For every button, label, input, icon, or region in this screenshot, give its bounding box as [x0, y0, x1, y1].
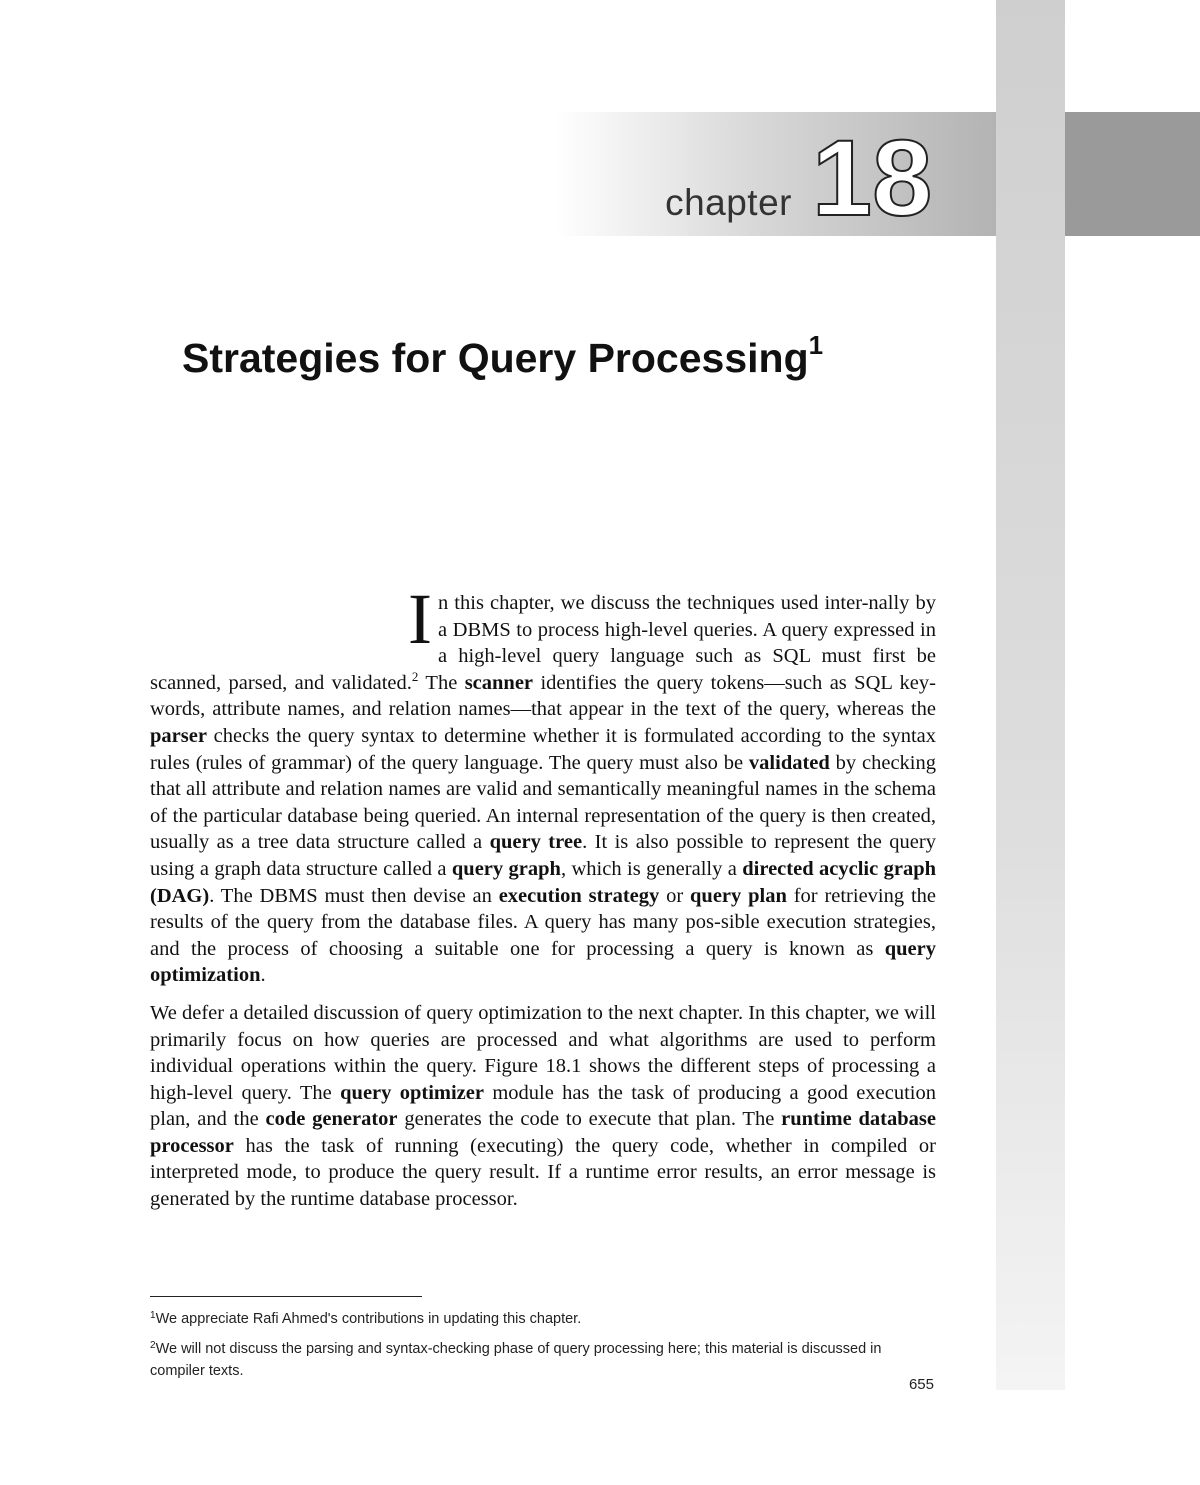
text-run: by checking that all attribute and relation names are valid and semantically meaningful names in the schema of the particular database being queried. An internal representation of the query is then created, usually as a tree data structure called a [150, 751, 937, 854]
term-runtime-processor: runtime database processor [150, 1108, 936, 1157]
page-number: 655 [908, 1376, 934, 1393]
chapter-band-tab [1065, 112, 1200, 236]
term-scanner: scanner [464, 671, 534, 694]
chapter-title-text: Strategies for Query Processing [182, 335, 809, 381]
text-run: generates the code to execute that plan. The [397, 1108, 782, 1131]
chapter-number: 18 [812, 117, 933, 238]
text-run: . [260, 964, 266, 987]
footnote-2 [150, 1338, 910, 1382]
term-code-generator: code generator [265, 1108, 398, 1131]
side-stripe [996, 0, 1065, 1390]
text-run: We defer a detailed discussion of query optimization to the next chapter. In this chapter, we will primarily focus on how queries are processed and what algorithms are used to perform individual operations within the query. Figure 18.1 shows the different steps of processing a high-level query. The [150, 1001, 936, 1104]
text-run: has the task of running (executing) the query code, whether in compiled or interpreted mode, to produce the query result. If a runtime error results, an error message is generated by the runtime database processor. [150, 1134, 936, 1211]
paragraph-2 [150, 1000, 936, 1213]
chapter-label: chapter [665, 182, 792, 223]
text-run: checks the query syntax to determine whether it is formulated according to the syntax rules (rules of grammar) of the query language. The query must also be [150, 724, 936, 774]
dropcap: I [408, 579, 432, 659]
term-query-tree: query tree [489, 831, 583, 854]
footnote-text: We appreciate Rafi Ahmed's contributions in updating this chapter. [155, 1311, 582, 1327]
footnote-1 [150, 1308, 910, 1330]
footnote-text: We will not discuss the parsing and syntax-checking phase of query processing here; this material is discussed in compiler texts. [150, 1341, 882, 1379]
paragraph-1 [150, 579, 937, 989]
term-validated: validated [748, 751, 830, 774]
body-text [150, 579, 937, 1213]
text-run: for retrieving the results of the query from the database files. A query has many pos-sible execution strategies, and the process of choosing a suitable one for processing a query is known as [150, 884, 937, 960]
term-query-plan: query plan [690, 884, 787, 907]
text-run: . The DBMS must then devise an [209, 884, 499, 907]
text-run: n this chapter, we discuss the techniques used inter-nally by a DBMS to process high-level queries. A query expressed in a high-level query language such as SQL must first be scanned, parsed, and validated. [150, 592, 936, 694]
footnote-number: 2 [150, 1340, 156, 1351]
term-dag: directed acyclic graph (DAG) [150, 857, 936, 907]
text-run: or [659, 884, 691, 907]
term-parser: parser [150, 724, 207, 747]
text-run: . It is also possible to represent the query using a graph data structure called a [150, 831, 936, 880]
chapter-title [182, 330, 823, 382]
text-run: module has the task of producing a good execution plan, and the [150, 1081, 936, 1131]
term-execution-strategy: execution strategy [498, 884, 660, 907]
footnotes [150, 1308, 910, 1390]
text-run: , which is generally a [560, 857, 743, 880]
footnote-ref-2: 2 [411, 668, 419, 684]
term-query-graph: query graph [451, 857, 561, 880]
term-query-optimization: query optimization [150, 937, 936, 987]
footnote-number: 1 [150, 1310, 156, 1321]
term-query-optimizer: query optimizer [340, 1081, 484, 1104]
footnote-divider [150, 1296, 422, 1297]
text-run: identifies the query tokens—such as SQL key-words, attribute names, and relation names—that appear in the text of the query, whereas the [150, 671, 936, 721]
title-footnote-ref: 1 [808, 330, 824, 360]
text-run: The [418, 671, 465, 694]
